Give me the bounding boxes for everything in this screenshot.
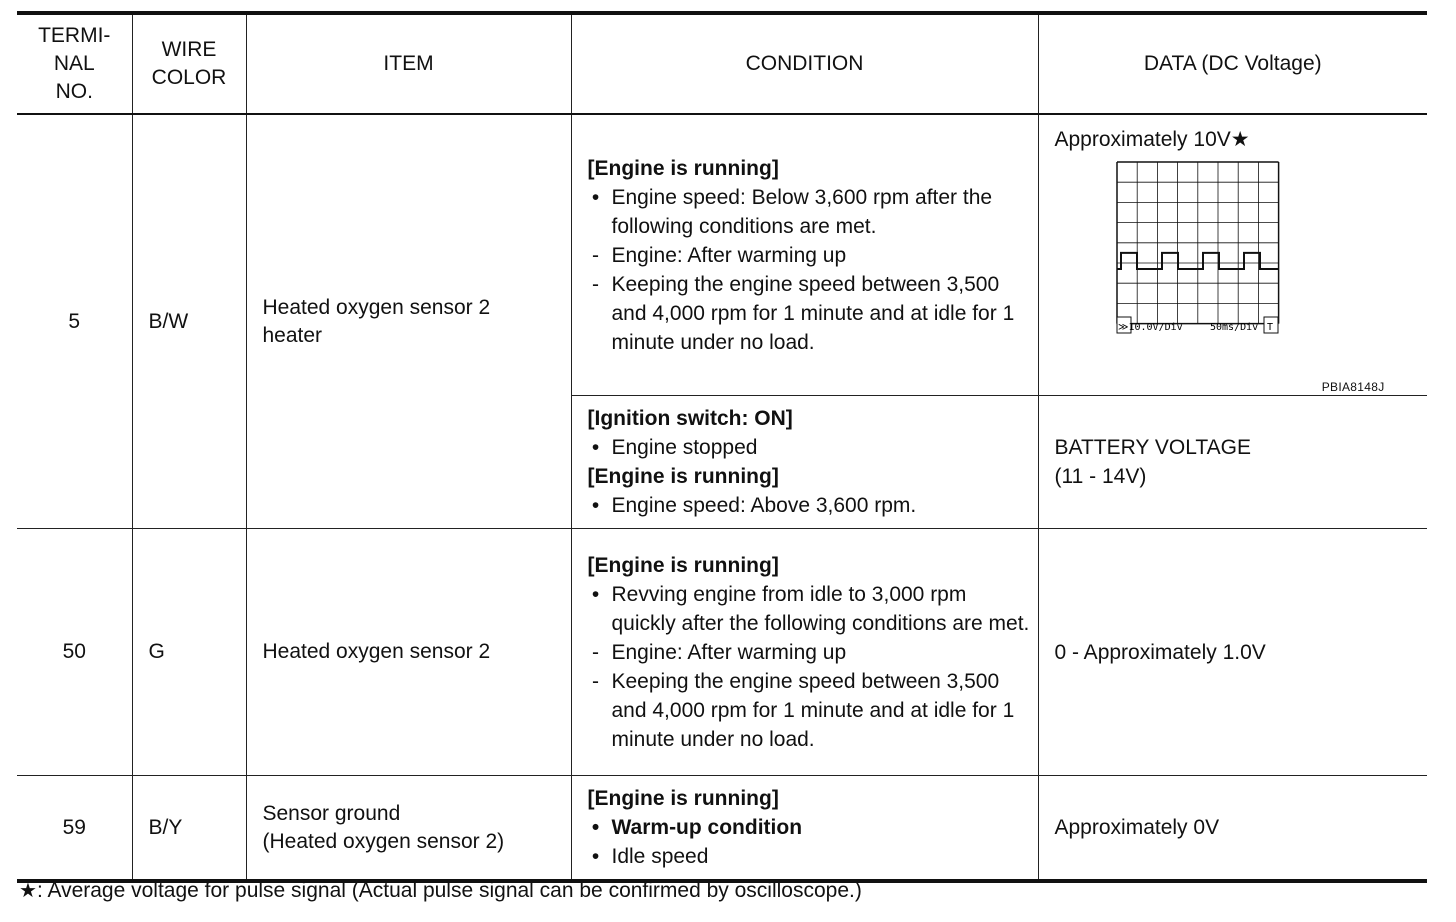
oscilloscope-figure <box>1055 154 1385 394</box>
condition-header: [Engine is running] <box>587 787 779 810</box>
data-cell <box>1038 114 1427 396</box>
data-cell: 0 - Approximately 1.0V <box>1038 529 1427 776</box>
terminal-no-cell: 50 <box>17 529 132 776</box>
terminal-no-cell: 5 <box>17 114 132 529</box>
condition-cell <box>571 776 1038 882</box>
condition-line <box>588 580 1032 638</box>
condition-header: [Engine is running] <box>587 465 779 488</box>
header-item: ITEM <box>246 13 571 114</box>
bullet-marker: • <box>591 845 600 868</box>
item-cell: Heated oxygen sensor 2 <box>246 529 571 776</box>
condition-line <box>588 842 1032 871</box>
table-header-row <box>17 13 1427 114</box>
star-icon: ★ <box>19 880 37 902</box>
scope-trigger-label: T <box>1266 322 1273 333</box>
condition-line <box>588 813 1032 842</box>
item-cell: Heated oxygen sensor 2 heater <box>246 114 571 529</box>
condition-cell <box>571 396 1038 529</box>
condition-text: Engine: After warming up <box>611 640 847 664</box>
terminal-data-table <box>17 11 1427 883</box>
bullet-marker: • <box>591 185 600 209</box>
condition-line <box>588 270 1032 357</box>
figure-caption: PBIA8148J <box>1321 380 1385 394</box>
scope-grid <box>1117 162 1279 324</box>
condition-list <box>588 433 1032 462</box>
bullet-marker: • <box>591 816 600 839</box>
condition-header: [Ignition switch: ON] <box>587 407 793 430</box>
data-value: Approximately 10V★ <box>1054 128 1250 151</box>
condition-list <box>588 813 1032 871</box>
bullet-marker: • <box>591 582 600 606</box>
condition-line <box>588 183 1032 241</box>
condition-cell <box>571 529 1038 776</box>
dash-marker: - <box>592 669 599 693</box>
condition-list <box>588 580 1032 754</box>
bullet-marker: • <box>591 494 600 517</box>
footnote <box>19 876 862 906</box>
wire-color-cell: B/W <box>132 114 246 529</box>
condition-text: Revving engine from idle to 3,000 rpm quickly after the following conditions are met. <box>611 582 1030 635</box>
table-row <box>17 529 1427 776</box>
data-cell: Approximately 0V <box>1038 776 1427 882</box>
condition-line <box>588 433 1032 462</box>
condition-list <box>588 183 1032 357</box>
condition-text: Engine speed: Below 3,600 rpm after the following conditions are met. <box>611 185 993 238</box>
condition-text: Keeping the engine speed between 3,500 and 4,000 rpm for 1 minute and at idle for 1 minute under no load. <box>611 669 1015 751</box>
header-wire-color: WIRE COLOR <box>132 13 246 114</box>
condition-text: Warm-up condition <box>611 816 803 839</box>
header-data: DATA (DC Voltage) <box>1038 13 1427 114</box>
condition-text: Engine stopped <box>611 436 758 459</box>
condition-text: Engine: After warming up <box>611 243 847 267</box>
condition-line <box>588 491 1032 520</box>
condition-line <box>588 638 1032 667</box>
dash-marker: - <box>592 640 599 664</box>
condition-header: [Engine is running] <box>587 553 779 577</box>
condition-text: Keeping the engine speed between 3,500 and 4,000 rpm for 1 minute and at idle for 1 minute under no load. <box>611 272 1015 354</box>
wire-color-cell: B/Y <box>132 776 246 882</box>
condition-text: Idle speed <box>611 845 709 868</box>
condition-line <box>588 241 1032 270</box>
bullet-marker: • <box>591 436 600 459</box>
table-row <box>17 776 1427 882</box>
condition-text: Engine speed: Above 3,600 rpm. <box>611 494 917 517</box>
table-row <box>17 114 1427 396</box>
dash-marker: - <box>592 272 599 296</box>
data-cell: BATTERY VOLTAGE (11 - 14V) <box>1038 396 1427 529</box>
oscilloscope-graph <box>1055 154 1385 394</box>
item-cell: Sensor ground (Heated oxygen sensor 2) <box>246 776 571 882</box>
condition-cell <box>571 114 1038 396</box>
header-condition: CONDITION <box>571 13 1038 114</box>
footnote-text: : Average voltage for pulse signal (Actual pulse signal can be confirmed by oscilloscope.) <box>36 879 862 902</box>
dash-marker: - <box>592 243 599 267</box>
header-terminal-no: TERMI- NAL NO. <box>17 13 132 114</box>
scope-time-label: 50ms/Div <box>1209 322 1258 333</box>
scope-voltage-label: ≫10.0V/Div <box>1117 322 1183 333</box>
terminal-no-cell: 59 <box>17 776 132 882</box>
wire-color-cell: G <box>132 529 246 776</box>
condition-line <box>588 667 1032 754</box>
condition-list <box>588 491 1032 520</box>
condition-header: [Engine is running] <box>587 156 779 180</box>
